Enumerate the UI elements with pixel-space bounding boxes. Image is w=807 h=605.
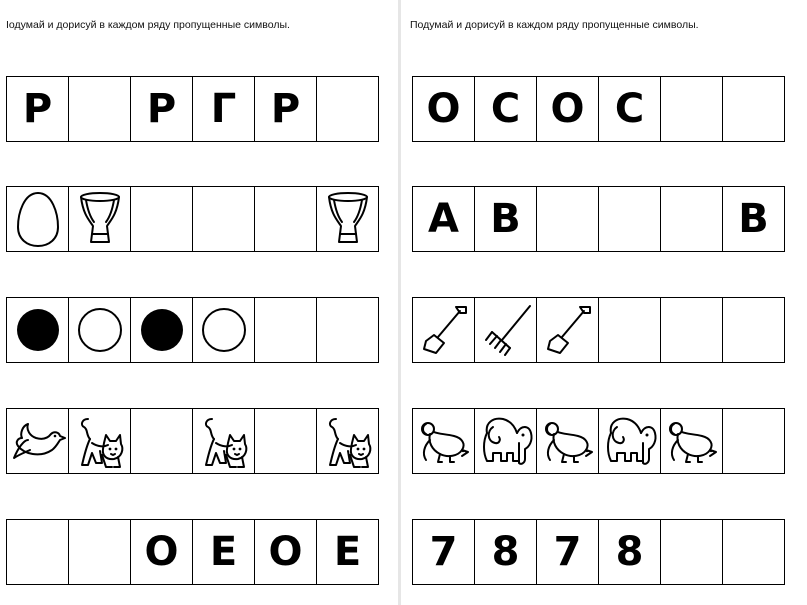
empty-cell[interactable] (255, 187, 317, 251)
empty-cell[interactable] (131, 409, 193, 473)
empty-cell[interactable] (599, 187, 661, 251)
symbol-glyph: 8 (491, 529, 520, 575)
empty-cell[interactable] (255, 409, 317, 473)
empty-cell[interactable] (723, 298, 785, 362)
symbol-glyph: О (268, 529, 303, 575)
picture-cell (69, 298, 131, 362)
shovel-icon (544, 303, 592, 357)
right-instruction: Подумай и дорисуй в каждом ряду пропущенные символы. (410, 19, 699, 31)
sequence-row (412, 76, 785, 142)
picture-cell (317, 409, 379, 473)
shovel-icon (420, 303, 468, 357)
picture-cell (475, 409, 537, 473)
symbol-glyph: В (490, 196, 521, 242)
symbol-glyph: В (738, 196, 769, 242)
symbol-glyph: 7 (429, 529, 458, 575)
symbol-cell (537, 520, 599, 584)
empty-cell[interactable] (661, 298, 723, 362)
sequence-row (6, 408, 379, 474)
empty-cell[interactable] (661, 77, 723, 141)
empty-circle-icon (200, 306, 248, 354)
symbol-cell (193, 520, 255, 584)
symbol-cell (475, 520, 537, 584)
symbol-cell (475, 187, 537, 251)
empty-cell[interactable] (255, 298, 317, 362)
picture-cell (193, 409, 255, 473)
symbol-glyph: 8 (615, 529, 644, 575)
picture-cell (317, 187, 379, 251)
picture-cell (69, 409, 131, 473)
cat-icon (198, 413, 250, 469)
picture-cell (537, 409, 599, 473)
mouse-icon (542, 416, 594, 466)
sequence-row (6, 519, 379, 585)
symbol-glyph: Р (22, 86, 53, 132)
sequence-row (412, 408, 785, 474)
empty-cell[interactable] (317, 298, 379, 362)
filled-circle-icon (138, 306, 186, 354)
empty-cell[interactable] (193, 187, 255, 251)
symbol-cell (475, 77, 537, 141)
picture-cell (475, 298, 537, 362)
symbol-cell (131, 77, 193, 141)
symbol-glyph: Р (270, 86, 301, 132)
symbol-glyph: 7 (553, 529, 582, 575)
bird-icon (10, 418, 66, 464)
elephant-icon (601, 413, 659, 469)
mouse-icon (418, 416, 470, 466)
sequence-row (6, 76, 379, 142)
symbol-cell (599, 77, 661, 141)
right-page (401, 0, 807, 605)
rake-icon (478, 302, 534, 358)
empty-cell[interactable] (69, 520, 131, 584)
sequence-row (412, 519, 785, 585)
empty-cell[interactable] (131, 187, 193, 251)
empty-cell[interactable] (317, 77, 379, 141)
symbol-glyph: Е (333, 529, 362, 575)
symbol-glyph: О (426, 86, 461, 132)
symbol-glyph: Е (209, 529, 238, 575)
empty-cell[interactable] (599, 298, 661, 362)
symbol-glyph: Р (146, 86, 177, 132)
picture-cell (537, 298, 599, 362)
symbol-cell (413, 77, 475, 141)
symbol-glyph: О (550, 86, 585, 132)
symbol-cell (413, 520, 475, 584)
filled-circle-icon (14, 306, 62, 354)
picture-cell (7, 409, 69, 473)
symbol-cell (537, 77, 599, 141)
symbol-cell (7, 77, 69, 141)
picture-cell (193, 298, 255, 362)
empty-cell[interactable] (723, 77, 785, 141)
symbol-cell (255, 77, 317, 141)
elephant-icon (477, 413, 535, 469)
empty-cell[interactable] (7, 520, 69, 584)
cup-icon (77, 190, 123, 248)
picture-cell (69, 187, 131, 251)
egg-icon (14, 189, 62, 249)
picture-cell (7, 187, 69, 251)
cat-icon (322, 413, 374, 469)
picture-cell (7, 298, 69, 362)
mouse-icon (666, 416, 718, 466)
symbol-cell (131, 520, 193, 584)
picture-cell (661, 409, 723, 473)
picture-cell (413, 409, 475, 473)
empty-cell[interactable] (537, 187, 599, 251)
cat-icon (74, 413, 126, 469)
picture-cell (599, 409, 661, 473)
sequence-row (412, 297, 785, 363)
picture-cell (131, 298, 193, 362)
picture-cell (413, 298, 475, 362)
left-page (0, 0, 398, 605)
sequence-row (6, 186, 379, 252)
empty-cell[interactable] (723, 409, 785, 473)
symbol-glyph: С (614, 86, 645, 132)
symbol-cell (255, 520, 317, 584)
symbol-cell (413, 187, 475, 251)
empty-cell[interactable] (69, 77, 131, 141)
symbol-glyph: Г (210, 86, 237, 132)
symbol-cell (599, 520, 661, 584)
symbol-cell (317, 520, 379, 584)
symbol-cell (193, 77, 255, 141)
symbol-glyph: С (490, 86, 521, 132)
empty-circle-icon (76, 306, 124, 354)
cup-icon (325, 190, 371, 248)
empty-cell[interactable] (723, 520, 785, 584)
symbol-glyph: А (428, 196, 459, 242)
symbol-glyph: О (144, 529, 179, 575)
empty-cell[interactable] (661, 520, 723, 584)
empty-cell[interactable] (661, 187, 723, 251)
sequence-row (412, 186, 785, 252)
sequence-row (6, 297, 379, 363)
left-instruction: Iодумай и дорисуй в каждом ряду пропущенные символы. (6, 19, 290, 31)
symbol-cell (723, 187, 785, 251)
